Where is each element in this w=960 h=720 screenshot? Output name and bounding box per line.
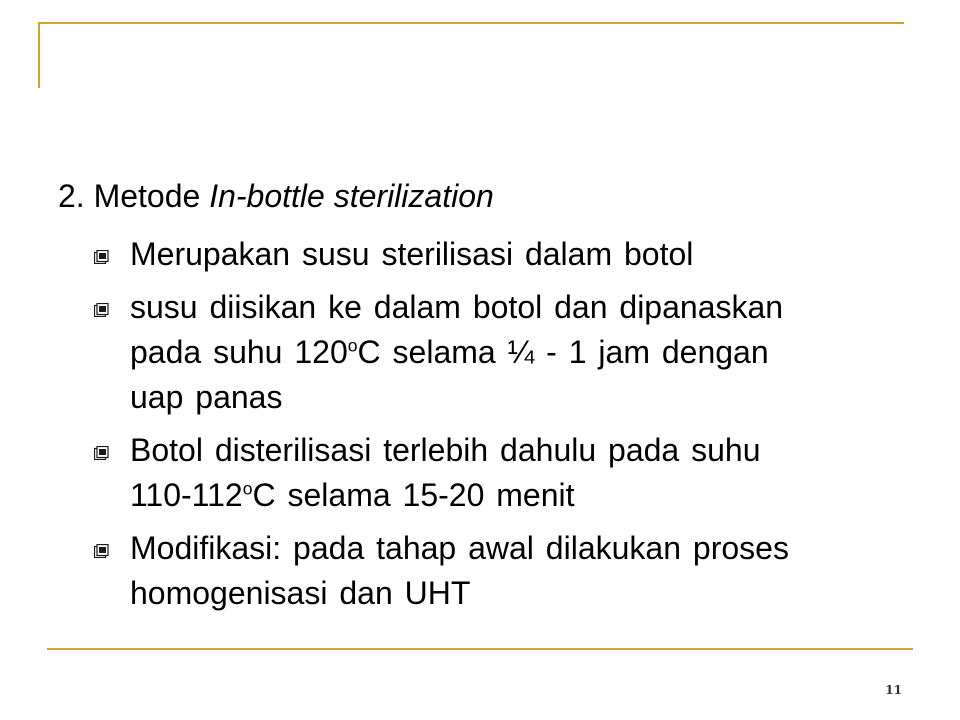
bottom-rule (47, 648, 913, 650)
bullet-line: homogenisasi dan UHT (130, 575, 471, 611)
bullet-line: susu diisikan ke dalam botol dan dipanaskan (130, 289, 784, 325)
bullet-line: uap panas (130, 379, 283, 415)
bullet-item (94, 285, 894, 420)
top-rule (38, 22, 904, 24)
bullet-list (94, 232, 894, 624)
checkbox-bullet-icon (94, 303, 109, 317)
page-number: 11 (885, 683, 902, 697)
bullet-line: Modifikasi: pada tahap awal dilakukan proses (130, 530, 789, 566)
text-segment: C selama ¼ - 1 jam dengan (357, 334, 769, 370)
left-rule (38, 22, 40, 88)
text-segment: 110-112 (130, 477, 243, 513)
slide-heading (58, 176, 494, 216)
checkbox-bullet-icon (94, 250, 109, 264)
checkbox-bullet-icon (94, 544, 109, 558)
checkbox-bullet-icon (94, 446, 109, 460)
bullet-item (94, 428, 894, 518)
bullet-item (94, 232, 894, 277)
bullet-line: Botol disterilisasi terlebih dahulu pada suhu (130, 432, 761, 468)
degree-symbol: o (242, 478, 253, 499)
text-segment: pada suhu 120 (130, 334, 348, 370)
heading-italic: In-bottle sterilization (209, 178, 494, 214)
bullet-line (130, 330, 894, 375)
degree-symbol: o (347, 335, 358, 356)
bullet-item (94, 526, 894, 616)
text-segment: C selama 15-20 menit (252, 477, 575, 513)
bullet-line (130, 473, 894, 518)
bullet-line: Merupakan susu sterilisasi dalam botol (130, 236, 694, 272)
heading-prefix: 2. Metode (58, 178, 210, 214)
